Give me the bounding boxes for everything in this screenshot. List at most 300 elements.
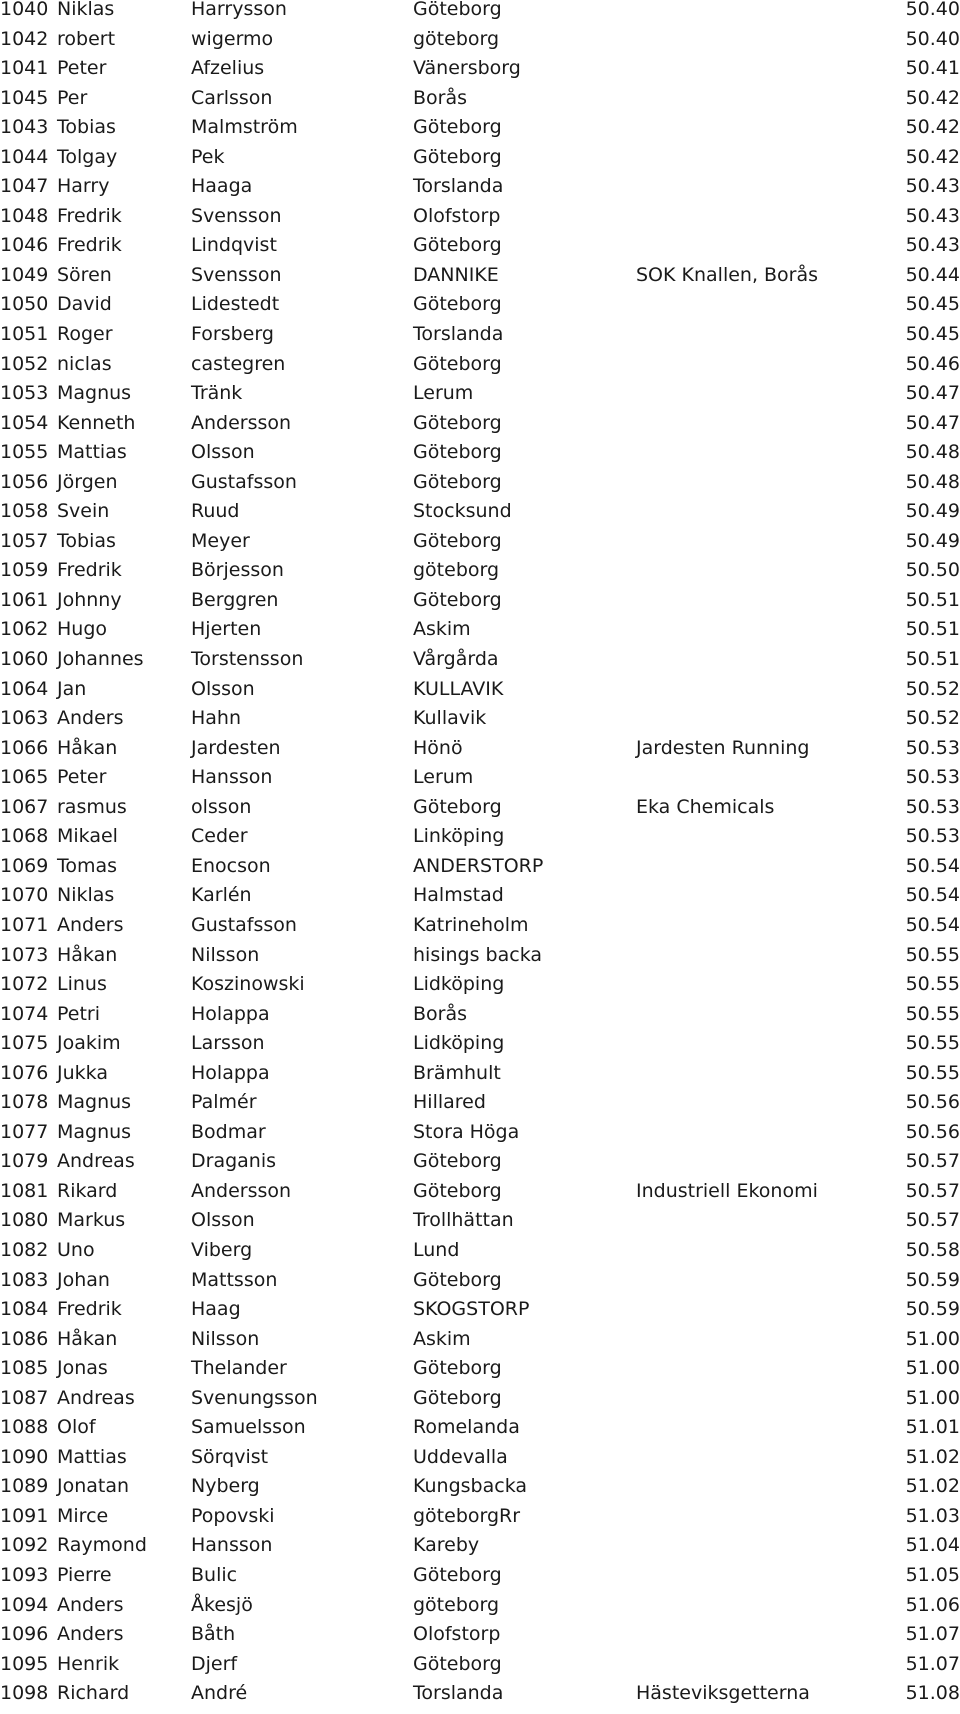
- finish-time: 50.43: [905, 204, 960, 227]
- city: Stocksund: [413, 500, 512, 523]
- finish-time: 50.43: [905, 234, 960, 257]
- city: Uddevalla: [413, 1445, 508, 1468]
- city: Stora Höga: [413, 1120, 520, 1143]
- city: Göteborg: [413, 441, 502, 464]
- finish-time: 50.55: [905, 1061, 960, 1084]
- city: DANNIKE: [413, 263, 499, 286]
- table-row: [0, 709, 960, 739]
- city: Göteborg: [413, 1150, 502, 1173]
- city: Kareby: [413, 1534, 480, 1557]
- finish-time: 51.05: [905, 1563, 960, 1586]
- finish-time: 50.55: [905, 1032, 960, 1055]
- first-name: Fredrik: [57, 204, 122, 227]
- start-number: 1088: [0, 1416, 49, 1439]
- table-row: [0, 1300, 960, 1330]
- finish-time: 50.49: [905, 500, 960, 523]
- city: Katrineholm: [413, 913, 529, 936]
- start-number: 1084: [0, 1298, 49, 1321]
- first-name: Håkan: [57, 943, 118, 966]
- city: Askim: [413, 618, 471, 641]
- last-name: Palmér: [191, 1091, 257, 1114]
- first-name: Mattias: [57, 441, 127, 464]
- finish-time: 51.07: [905, 1652, 960, 1675]
- start-number: 1087: [0, 1386, 49, 1409]
- last-name: Koszinowski: [191, 973, 305, 996]
- start-number: 1044: [0, 145, 49, 168]
- last-name: Åkesjö: [191, 1593, 253, 1616]
- finish-time: 51.02: [905, 1475, 960, 1498]
- start-number: 1077: [0, 1120, 49, 1143]
- finish-time: 50.54: [905, 884, 960, 907]
- finish-time: 50.51: [905, 588, 960, 611]
- first-name: Niklas: [57, 0, 115, 20]
- finish-time: 50.57: [905, 1179, 960, 1202]
- first-name: Rikard: [57, 1179, 118, 1202]
- first-name: Andreas: [57, 1386, 135, 1409]
- first-name: Markus: [57, 1209, 126, 1232]
- city: göteborg: [413, 559, 500, 582]
- table-row: [0, 1593, 960, 1626]
- club: SOK Knallen, Borås: [636, 263, 819, 286]
- last-name: Karlén: [191, 884, 252, 907]
- table-row: [0, 1120, 960, 1153]
- city: Hillared: [413, 1091, 486, 1114]
- city: göteborg: [413, 27, 500, 50]
- last-name: Olsson: [191, 677, 255, 700]
- table-row: [0, 470, 960, 503]
- last-name: Svensson: [191, 263, 282, 286]
- last-name: Andersson: [191, 1179, 292, 1202]
- start-number: 1073: [0, 943, 49, 966]
- first-name: Jörgen: [57, 470, 118, 493]
- first-name: Jukka: [57, 1061, 108, 1084]
- last-name: Carlsson: [191, 86, 273, 109]
- first-name: rasmus: [57, 795, 127, 818]
- city: Lidköping: [413, 973, 505, 996]
- table-row: [0, 677, 960, 710]
- finish-time: 51.04: [905, 1534, 960, 1557]
- start-number: 1079: [0, 1150, 49, 1173]
- finish-time: 50.54: [905, 913, 960, 936]
- table-row: [0, 1563, 960, 1596]
- last-name: castegren: [191, 352, 286, 375]
- last-name: Gustafsson: [191, 913, 297, 936]
- last-name: André: [191, 1682, 248, 1705]
- last-name: Larsson: [191, 1032, 265, 1055]
- last-name: Hjerten: [191, 618, 262, 641]
- start-number: 1098: [0, 1682, 49, 1705]
- table-row: [0, 975, 960, 1005]
- table-row: [0, 795, 960, 828]
- table-row: [0, 502, 960, 532]
- table-row: [0, 145, 960, 178]
- table-row: [0, 1152, 960, 1182]
- start-number: 1040: [0, 0, 49, 20]
- first-name: Tobias: [57, 529, 116, 552]
- first-name: Andreas: [57, 1150, 135, 1173]
- city: Göteborg: [413, 1652, 502, 1675]
- finish-time: 50.55: [905, 1002, 960, 1025]
- table-row: [0, 620, 960, 650]
- last-name: Haaga: [191, 175, 253, 198]
- last-name: Gustafsson: [191, 470, 297, 493]
- first-name: Anders: [57, 913, 124, 936]
- table-row: [0, 411, 960, 444]
- last-name: Popovski: [191, 1504, 275, 1527]
- start-number: 1065: [0, 766, 49, 789]
- finish-time: 50.40: [905, 27, 960, 50]
- finish-time: 50.54: [905, 854, 960, 877]
- table-row: [0, 236, 960, 266]
- finish-time: 50.48: [905, 470, 960, 493]
- table-row: [0, 27, 960, 60]
- city: Göteborg: [413, 293, 502, 316]
- start-number: 1053: [0, 382, 49, 405]
- table-row: [0, 588, 960, 621]
- club: Eka Chemicals: [636, 795, 775, 818]
- table-row: [0, 1652, 960, 1685]
- finish-time: 50.53: [905, 795, 960, 818]
- city: Göteborg: [413, 1357, 502, 1380]
- table-row: [0, 943, 960, 976]
- table-row: [0, 204, 960, 237]
- first-name: Anders: [57, 1593, 124, 1616]
- table-row: [0, 1061, 960, 1094]
- first-name: Johan: [57, 1268, 110, 1291]
- table-row: [0, 827, 960, 857]
- city: Göteborg: [413, 1386, 502, 1409]
- table-row: [0, 384, 960, 414]
- first-name: Joakim: [57, 1032, 121, 1055]
- first-name: Tolgay: [57, 145, 118, 168]
- table-row: [0, 913, 960, 946]
- start-number: 1090: [0, 1445, 49, 1468]
- first-name: Anders: [57, 707, 124, 730]
- finish-time: 50.41: [905, 57, 960, 80]
- first-name: Magnus: [57, 382, 132, 405]
- finish-time: 50.42: [905, 86, 960, 109]
- city: Olofstorp: [413, 204, 501, 227]
- finish-time: 50.44: [905, 263, 960, 286]
- last-name: Viberg: [191, 1238, 253, 1261]
- start-number: 1045: [0, 86, 49, 109]
- finish-time: 50.53: [905, 766, 960, 789]
- city: Göteborg: [413, 352, 502, 375]
- first-name: Jonatan: [57, 1475, 130, 1498]
- table-row: [0, 736, 960, 769]
- finish-time: 50.47: [905, 382, 960, 405]
- start-number: 1069: [0, 854, 49, 877]
- finish-time: 50.59: [905, 1298, 960, 1321]
- last-name: Svensson: [191, 204, 282, 227]
- first-name: Fredrik: [57, 559, 122, 582]
- last-name: Bulic: [191, 1563, 238, 1586]
- city: Kullavik: [413, 707, 487, 730]
- table-row: [0, 1211, 960, 1241]
- first-name: Niklas: [57, 884, 115, 907]
- first-name: Mattias: [57, 1445, 127, 1468]
- last-name: Ruud: [191, 500, 240, 523]
- finish-time: 51.08: [905, 1682, 960, 1705]
- last-name: Pek: [191, 145, 225, 168]
- table-row: [0, 1238, 960, 1271]
- start-number: 1081: [0, 1179, 49, 1202]
- table-row: [0, 1418, 960, 1448]
- last-name: olsson: [191, 795, 252, 818]
- last-name: Enocson: [191, 854, 271, 877]
- finish-time: 50.51: [905, 618, 960, 641]
- start-number: 1086: [0, 1327, 49, 1350]
- last-name: Hahn: [191, 707, 242, 730]
- finish-time: 50.45: [905, 323, 960, 346]
- table-row: [0, 1625, 960, 1655]
- first-name: Svein: [57, 500, 110, 523]
- finish-time: 50.58: [905, 1238, 960, 1261]
- last-name: Sörqvist: [191, 1445, 269, 1468]
- start-number: 1071: [0, 913, 49, 936]
- start-number: 1055: [0, 441, 49, 464]
- start-number: 1074: [0, 1002, 49, 1025]
- finish-time: 51.03: [905, 1504, 960, 1527]
- start-number: 1095: [0, 1652, 49, 1675]
- city: Askim: [413, 1327, 471, 1350]
- start-number: 1046: [0, 234, 49, 257]
- start-number: 1056: [0, 470, 49, 493]
- start-number: 1062: [0, 618, 49, 641]
- finish-time: 51.06: [905, 1593, 960, 1616]
- start-number: 1070: [0, 884, 49, 907]
- finish-time: 50.50: [905, 559, 960, 582]
- last-name: Nilsson: [191, 1327, 260, 1350]
- last-name: Meyer: [191, 529, 250, 552]
- finish-time: 50.55: [905, 973, 960, 996]
- first-name: Jan: [57, 677, 87, 700]
- last-name: Haag: [191, 1298, 241, 1321]
- city: Trollhättan: [413, 1209, 514, 1232]
- last-name: Ceder: [191, 825, 248, 848]
- first-name: Johnny: [57, 588, 122, 611]
- first-name: Tomas: [57, 854, 118, 877]
- city: Göteborg: [413, 1563, 502, 1586]
- last-name: Afzelius: [191, 57, 265, 80]
- city: Lerum: [413, 766, 474, 789]
- start-number: 1042: [0, 27, 49, 50]
- first-name: Harry: [57, 175, 110, 198]
- last-name: Börjesson: [191, 559, 284, 582]
- finish-time: 50.49: [905, 529, 960, 552]
- city: Göteborg: [413, 795, 502, 818]
- table-row: [0, 263, 960, 296]
- last-name: Draganis: [191, 1150, 277, 1173]
- start-number: 1063: [0, 707, 49, 730]
- first-name: Tobias: [57, 116, 116, 139]
- start-number: 1051: [0, 323, 49, 346]
- first-name: Sören: [57, 263, 112, 286]
- start-number: 1083: [0, 1268, 49, 1291]
- city: göteborg: [413, 1593, 500, 1616]
- last-name: Andersson: [191, 411, 292, 434]
- first-name: Kenneth: [57, 411, 136, 434]
- first-name: Raymond: [57, 1534, 147, 1557]
- start-number: 1043: [0, 116, 49, 139]
- table-row: [0, 325, 960, 355]
- table-row: [0, 1002, 960, 1035]
- finish-time: 51.02: [905, 1445, 960, 1468]
- finish-time: 50.46: [905, 352, 960, 375]
- first-name: Pierre: [57, 1563, 112, 1586]
- finish-time: 50.56: [905, 1091, 960, 1114]
- table-row: [0, 1268, 960, 1301]
- start-number: 1080: [0, 1209, 49, 1232]
- table-row: [0, 529, 960, 562]
- last-name: Djerf: [191, 1652, 238, 1675]
- table-row: [0, 854, 960, 887]
- first-name: Uno: [57, 1238, 95, 1261]
- start-number: 1058: [0, 500, 49, 523]
- city: Hönö: [413, 736, 463, 759]
- table-row: [0, 1034, 960, 1064]
- table-row: [0, 118, 960, 148]
- city: Göteborg: [413, 411, 502, 434]
- finish-time: 50.55: [905, 943, 960, 966]
- first-name: Peter: [57, 57, 107, 80]
- first-name: Magnus: [57, 1091, 132, 1114]
- last-name: Olsson: [191, 441, 255, 464]
- table-row: [0, 561, 960, 591]
- start-number: 1041: [0, 57, 49, 80]
- last-name: Holappa: [191, 1002, 270, 1025]
- table-row: [0, 1359, 960, 1389]
- table-row: [0, 177, 960, 207]
- first-name: Henrik: [57, 1652, 120, 1675]
- table-row: [0, 886, 960, 916]
- last-name: Olsson: [191, 1209, 255, 1232]
- finish-time: 50.47: [905, 411, 960, 434]
- start-number: 1085: [0, 1357, 49, 1380]
- last-name: Båth: [191, 1623, 236, 1646]
- city: SKOGSTORP: [413, 1298, 530, 1321]
- first-name: Peter: [57, 766, 107, 789]
- city: Olofstorp: [413, 1623, 501, 1646]
- start-number: 1082: [0, 1238, 49, 1261]
- finish-time: 50.59: [905, 1268, 960, 1291]
- start-number: 1049: [0, 263, 49, 286]
- last-name: Hansson: [191, 766, 273, 789]
- finish-time: 51.00: [905, 1327, 960, 1350]
- last-name: Holappa: [191, 1061, 270, 1084]
- table-row: [0, 1684, 960, 1714]
- last-name: Mattsson: [191, 1268, 278, 1291]
- last-name: Nyberg: [191, 1475, 260, 1498]
- finish-time: 50.56: [905, 1120, 960, 1143]
- finish-time: 50.43: [905, 175, 960, 198]
- table-row: [0, 1445, 960, 1478]
- first-name: Roger: [57, 323, 113, 346]
- first-name: Fredrik: [57, 1298, 122, 1321]
- first-name: Johannes: [57, 648, 144, 671]
- first-name: Petri: [57, 1002, 101, 1025]
- start-number: 1096: [0, 1623, 49, 1646]
- table-row: [0, 295, 960, 325]
- city: Vänersborg: [413, 57, 521, 80]
- city: Torslanda: [413, 323, 504, 346]
- city: Göteborg: [413, 0, 502, 20]
- table-row: [0, 1179, 960, 1212]
- table-row: [0, 1536, 960, 1566]
- finish-time: 50.45: [905, 293, 960, 316]
- city: Torslanda: [413, 1682, 504, 1705]
- city: Lidköping: [413, 1032, 505, 1055]
- start-number: 1047: [0, 175, 49, 198]
- finish-time: 50.42: [905, 145, 960, 168]
- finish-time: 50.53: [905, 825, 960, 848]
- table-row: [0, 1093, 960, 1123]
- last-name: Berggren: [191, 588, 279, 611]
- last-name: Harrysson: [191, 0, 287, 20]
- finish-time: 50.53: [905, 736, 960, 759]
- table-row: [0, 86, 960, 119]
- city: Lerum: [413, 382, 474, 405]
- first-name: Linus: [57, 973, 107, 996]
- city: Vårgårda: [413, 648, 499, 671]
- start-number: 1093: [0, 1563, 49, 1586]
- start-number: 1066: [0, 736, 49, 759]
- first-name: Anders: [57, 1623, 124, 1646]
- first-name: Mikael: [57, 825, 118, 848]
- first-name: Mirce: [57, 1504, 109, 1527]
- table-row: [0, 443, 960, 473]
- start-number: 1061: [0, 588, 49, 611]
- city: Göteborg: [413, 145, 502, 168]
- last-name: Forsberg: [191, 323, 274, 346]
- table-row: [0, 1327, 960, 1360]
- first-name: Håkan: [57, 736, 118, 759]
- finish-time: 50.40: [905, 0, 960, 20]
- last-name: Samuelsson: [191, 1416, 306, 1439]
- last-name: Jardesten: [191, 736, 281, 759]
- start-number: 1068: [0, 825, 49, 848]
- table-row: [0, 1386, 960, 1419]
- table-row: [0, 768, 960, 798]
- start-number: 1075: [0, 1032, 49, 1055]
- city: KULLAVIK: [413, 677, 504, 700]
- finish-time: 51.07: [905, 1623, 960, 1646]
- finish-time: 51.00: [905, 1386, 960, 1409]
- finish-time: 50.52: [905, 677, 960, 700]
- city: göteborgRr: [413, 1504, 521, 1527]
- last-name: Hansson: [191, 1534, 273, 1557]
- start-number: 1094: [0, 1593, 49, 1616]
- city: Romelanda: [413, 1416, 520, 1439]
- last-name: Lindqvist: [191, 234, 277, 257]
- start-number: 1064: [0, 677, 49, 700]
- table-row: [0, 1477, 960, 1507]
- first-name: Håkan: [57, 1327, 118, 1350]
- last-name: Nilsson: [191, 943, 260, 966]
- city: Göteborg: [413, 470, 502, 493]
- start-number: 1078: [0, 1091, 49, 1114]
- finish-time: 50.52: [905, 707, 960, 730]
- start-number: 1059: [0, 559, 49, 582]
- first-name: Per: [57, 86, 88, 109]
- table-row: [0, 59, 960, 89]
- table-row: [0, 0, 960, 30]
- city: Brämhult: [413, 1061, 501, 1084]
- last-name: wigermo: [191, 27, 274, 50]
- table-row: [0, 1504, 960, 1537]
- finish-time: 51.01: [905, 1416, 960, 1439]
- city: Linköping: [413, 825, 505, 848]
